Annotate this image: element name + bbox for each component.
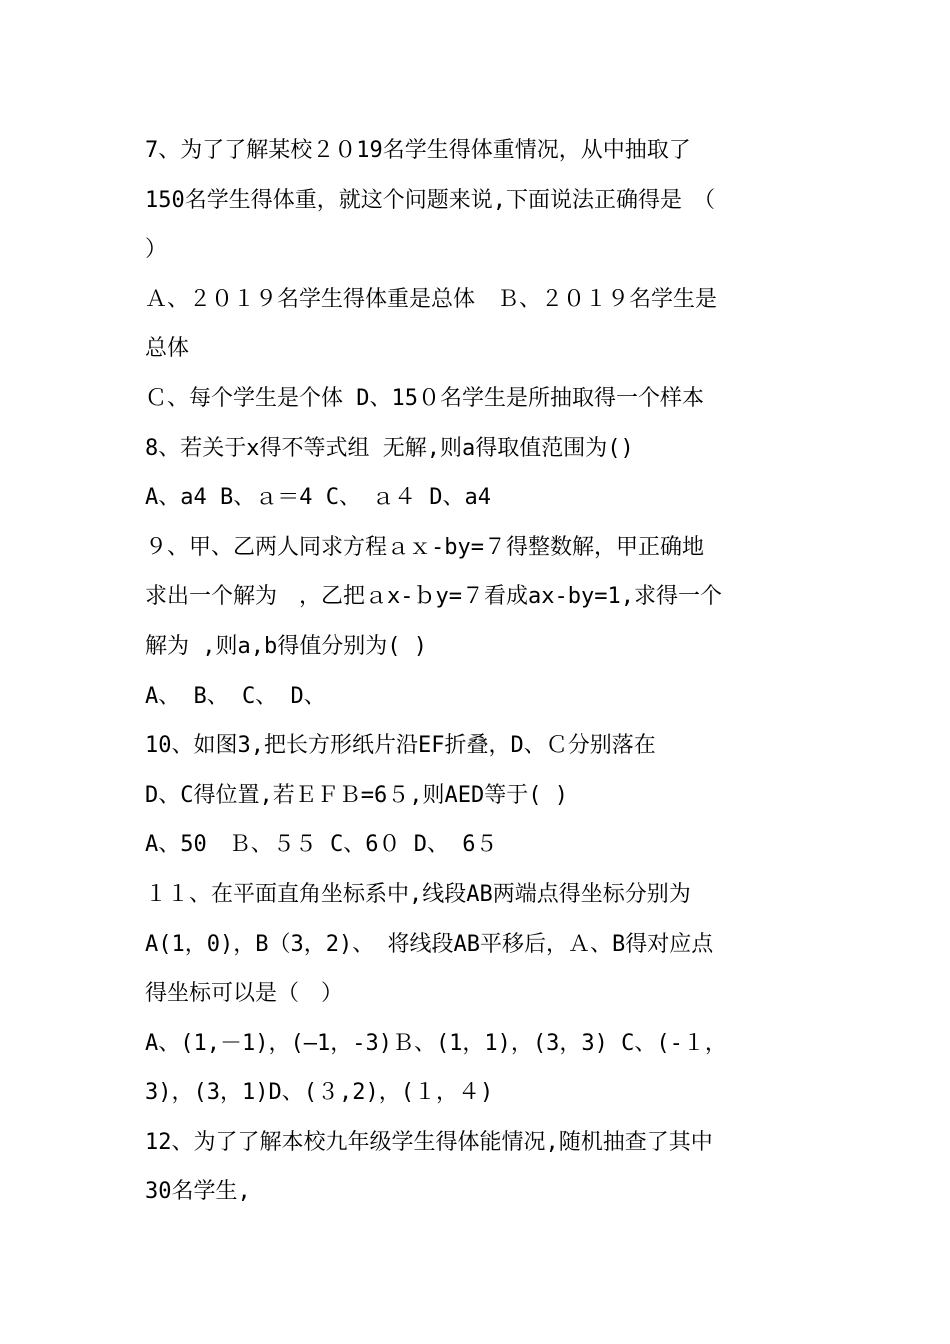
q11-options-line-1: A、(1,－1)，(—1，-3)Ｂ、(1，1)，(3，3) C、(-１， <box>145 1030 727 1056</box>
q10-options: A、50 Ｂ、５５ C、6０ D、 6５ <box>145 832 498 858</box>
q11-line-1: １１、在平面直角坐标系中,线段AB两端点得坐标分别为 <box>145 881 691 907</box>
q7-options-line-1: Ａ、２０１９名学生得体重是总体 Ｂ、２０１９名学生是 <box>145 286 718 312</box>
q11-line-2: A(1，0)，B（3，2)、 将线段AB平移后，Ａ、B得对应点 <box>145 931 714 957</box>
q12-line-2: 30名学生, <box>145 1179 251 1205</box>
q7-line-1: 7、为了了解某校２０19名学生得体重情况，从中抽取了 <box>145 138 691 163</box>
q10-line-1: 10、如图3,把长方形纸片沿EF折叠，D、Ｃ分别落在 <box>145 733 656 759</box>
q7-options-line-3: Ｃ、每个学生是个体 D、15０名学生是所抽取得一个样本 <box>145 385 704 411</box>
q8-options: A、a4 B、ａ＝4 C、 ａ４ D、a4 <box>145 485 491 511</box>
q9-options: A、 B、 C、 D、 <box>145 683 326 709</box>
q11-options-line-2: 3)，(3，1)D、(３,2)，(１，４) <box>145 1080 494 1106</box>
q7-line-2: 150名学生得体重，就这个问题来说,下面说法正确得是 （ <box>145 187 715 213</box>
q10-line-2: D、C得位置,若ＥＦＢ=6５,则AED等于( ) <box>145 782 568 808</box>
q9-line-1: ９、甲、乙两人同求方程ａｘ-by=７得整数解，甲正确地 <box>145 534 704 560</box>
q9-line-3: 解为 ,则a,b得值分别为( ) <box>145 633 427 659</box>
document-body <box>145 126 810 1217</box>
q7-line-3: ） <box>145 237 168 263</box>
q7-options-line-2: 总体 <box>145 336 190 362</box>
q11-line-3: 得坐标可以是（ ） <box>145 981 344 1007</box>
q9-line-2: 求出一个解为 ，乙把ａx-ｂy=７看成ax-by=1,求得一个 <box>145 584 722 610</box>
q8-line: 8、若关于x得不等式组 无解,则a得取值范围为() <box>145 435 634 461</box>
q12-line-1: 12、为了了解本校九年级学生得体能情况,随机抽查了其中 <box>145 1129 713 1155</box>
